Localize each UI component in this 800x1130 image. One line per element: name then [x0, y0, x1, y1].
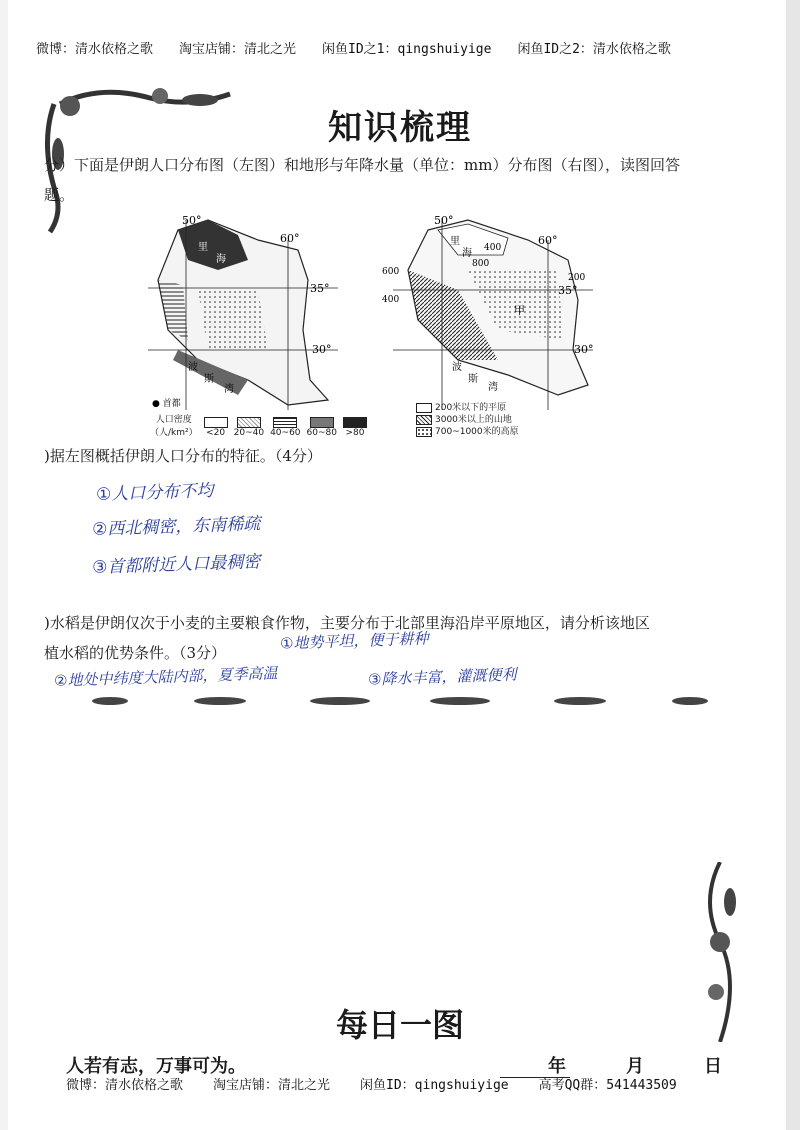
date-month: 月 [626, 1056, 644, 1077]
population-map [148, 214, 338, 410]
daily-map-title: 每日一图 [335, 1006, 464, 1044]
right-gulf-2: 斯 [468, 374, 478, 385]
question-1: )据左图概括伊朗人口分布的特征。（4分） [44, 447, 322, 465]
region-jia: 甲 [514, 304, 525, 317]
isohyet-800: 800 [472, 259, 490, 269]
right-lat30: 30° [574, 343, 594, 356]
answer1-line-1: ①人口分布不均 [95, 480, 214, 506]
motto: 人若有志，万事可为。 [66, 1056, 246, 1077]
answer2-line-2: ②地处中纬度大陆内部，夏季高温 [53, 664, 278, 690]
legend-60-80: 60~80 [307, 417, 337, 438]
right-sea-1: 里 [450, 236, 460, 247]
isohyet-400-north: 400 [484, 243, 502, 253]
footer [66, 1074, 764, 1093]
left-lat35: 35° [310, 282, 330, 295]
answer1-line-3: ③首都附近人口最稠密 [91, 552, 261, 578]
terrain-legend [416, 402, 519, 438]
header-weibo: 微博：清水依格之歌 [36, 42, 154, 57]
answer2-line-3: ③降水丰富，灌溉便利 [367, 665, 517, 689]
intro-line-1: 分）下面是伊朗人口分布图（左图）和地形与年降水量（单位：mm）分布图（右图），读图回答 [44, 156, 680, 174]
left-sea-2: 海 [216, 254, 226, 265]
legend-40-60: 40~60 [270, 417, 300, 438]
header-xianyu-2: 闲鱼ID之2：清水依格之歌 [517, 42, 671, 57]
left-sea-1: 里 [198, 242, 208, 253]
left-lat30: 30° [312, 343, 332, 356]
right-lat50: 50° [434, 214, 454, 227]
footer-weibo: 微博：清水依格之歌 [66, 1078, 184, 1093]
question2-line-2: 植水稻的优势条件。（3分） [44, 644, 227, 662]
left-gulf-2: 斯 [204, 374, 214, 385]
header-taobao: 淘宝店铺：清北之光 [179, 42, 297, 57]
date-day: 日 [704, 1056, 722, 1077]
isohyet-600: 600 [382, 267, 400, 277]
legend-plateau: 700~1000米的高原 [416, 426, 519, 438]
left-lon60: 60° [280, 232, 300, 245]
footer-xianyu: 闲鱼ID：qingshuiyige [360, 1078, 509, 1093]
answer1-line-2: ②西北稠密，东南稀疏 [91, 514, 261, 540]
intro-line-2: 题。 [44, 186, 75, 204]
isohyet-200: 200 [568, 273, 586, 283]
isohyet-400-west: 400 [382, 295, 400, 305]
date-year: 年 [548, 1056, 566, 1077]
legend-20-40: 20~40 [234, 417, 264, 438]
right-lon60: 60° [538, 234, 558, 247]
page-title: 知识梳理 [328, 108, 472, 148]
left-gulf-1: 波 [188, 362, 198, 373]
decorative-divider [80, 696, 720, 706]
legend-mountain: 3000米以上的山地 [416, 414, 519, 426]
question-intro [44, 150, 724, 210]
left-lat50: 50° [182, 214, 202, 227]
terrain-map [382, 214, 594, 410]
header [36, 38, 764, 57]
legend-gt80: >80 [343, 417, 367, 438]
right-gulf-3: 湾 [488, 382, 498, 393]
right-gulf-1: 波 [452, 362, 462, 373]
right-lat35: 35° [558, 284, 578, 297]
right-sea-2: 海 [462, 248, 472, 259]
population-legend [150, 412, 367, 438]
footer-qq: 高考QQ群：541443509 [538, 1078, 677, 1093]
capital-legend: ● 首都 [152, 399, 181, 409]
footer-taobao: 淘宝店铺：清北之光 [213, 1078, 331, 1093]
answer2-line-1: ①地势平坦，便于耕种 [279, 629, 429, 653]
legend-title: 人口密度 （人/km²） [150, 415, 198, 438]
header-xianyu-1: 闲鱼ID之1：qingshuiyige [322, 42, 492, 57]
legend-lt20: <20 [204, 417, 228, 438]
legend-plain: 200米以下的平原 [416, 402, 519, 414]
question2-line-1: )水稻是伊朗仅次于小麦的主要粮食作物，主要分布于北部里海沿岸平原地区，请分析该地区 [44, 614, 650, 632]
left-gulf-3: 湾 [224, 384, 234, 395]
